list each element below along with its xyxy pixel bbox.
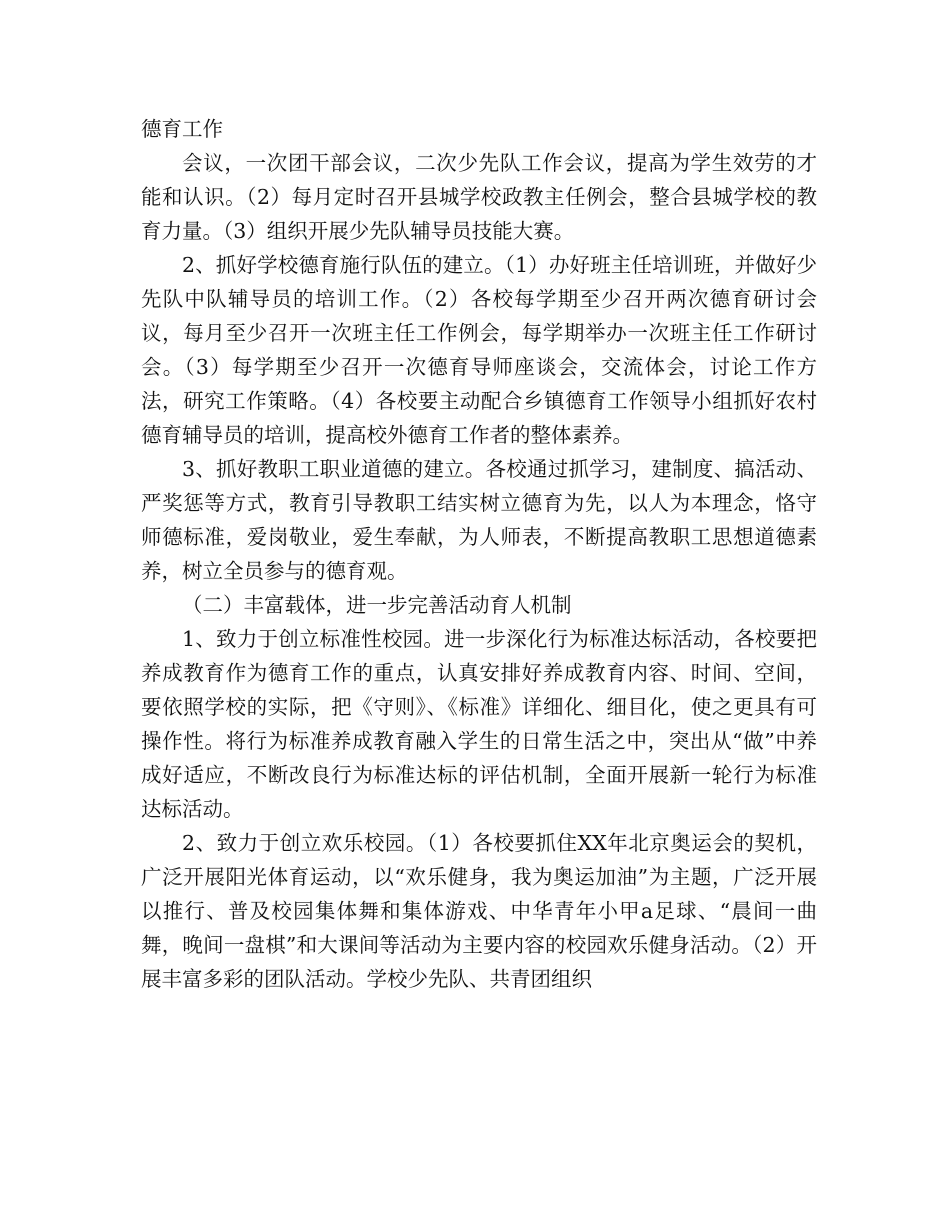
paragraph-2: 2、抓好学校德育施行队伍的建立。（1）办好班主任培训班，并做好少先队中队辅导员的培训工作。（2）各校每学期至少召开两次德育研讨会议，每月至少召开一次班主任工作例会，每学期举办一次班主任工作研讨会。（3）每学期至少召开一次德育导师座谈会，交流体会，讨论工作方法，研究工作策略。（4）各校要主动配合乡镇德育工作领导小组抓好农村德育辅导员的培训，提高校外德育工作者的整体素养。 (141, 253, 817, 447)
paragraph-1: 会议，一次团干部会议，二次少先队工作会议，提高为学生效劳的才能和认识。（2）每月定时召开县城学校政教主任例会，整合县城学校的教育力量。（3）组织开展少先队辅导员技能大赛。 (141, 151, 817, 243)
section-heading: 德育工作 (141, 117, 223, 141)
subsection-heading: （二）丰富载体，进一步完善活动育人机制 (182, 593, 572, 617)
paragraph-4: 1、致力于创立标准性校园。进一步深化行为标准达标活动，各校要把养成教育作为德育工作的重点，认真安排好养成教育内容、时间、空间，要依照学校的实际，把《守则》、《标准》详细化、细目化，使之更具有可操作性。将行为标准养成教育融入学生的日常生活之中，突出从“做”中养成好适应，不断改良行为标准达标的评估机制，全面开展新一轮行为标准达标活动。 (141, 627, 817, 821)
document-body (141, 112, 817, 996)
paragraph-3: 3、抓好教职工职业道德的建立。各校通过抓学习，建制度、搞活动、严奖惩等方式，教育引导教职工结实树立德育为先，以人为本理念，恪守师德标准，爱岗敬业，爱生奉献，为人师表，不断提高教职工思想道德素养，树立全员参与的德育观。 (141, 457, 817, 583)
paragraph-5: 2、致力于创立欢乐校园。（1）各校要抓住XX年北京奥运会的契机，广泛开展阳光体育运动，以“欢乐健身，我为奥运加油”为主题，广泛开展以推行、普及校园集体舞和集体游戏、中华青年小甲a足球、“晨间一曲舞，晚间一盘棋”和大课间等活动为主要内容的校园欢乐健身活动。（2）开展丰富多彩的团队活动。学校少先队、共青团组织 (141, 831, 817, 991)
